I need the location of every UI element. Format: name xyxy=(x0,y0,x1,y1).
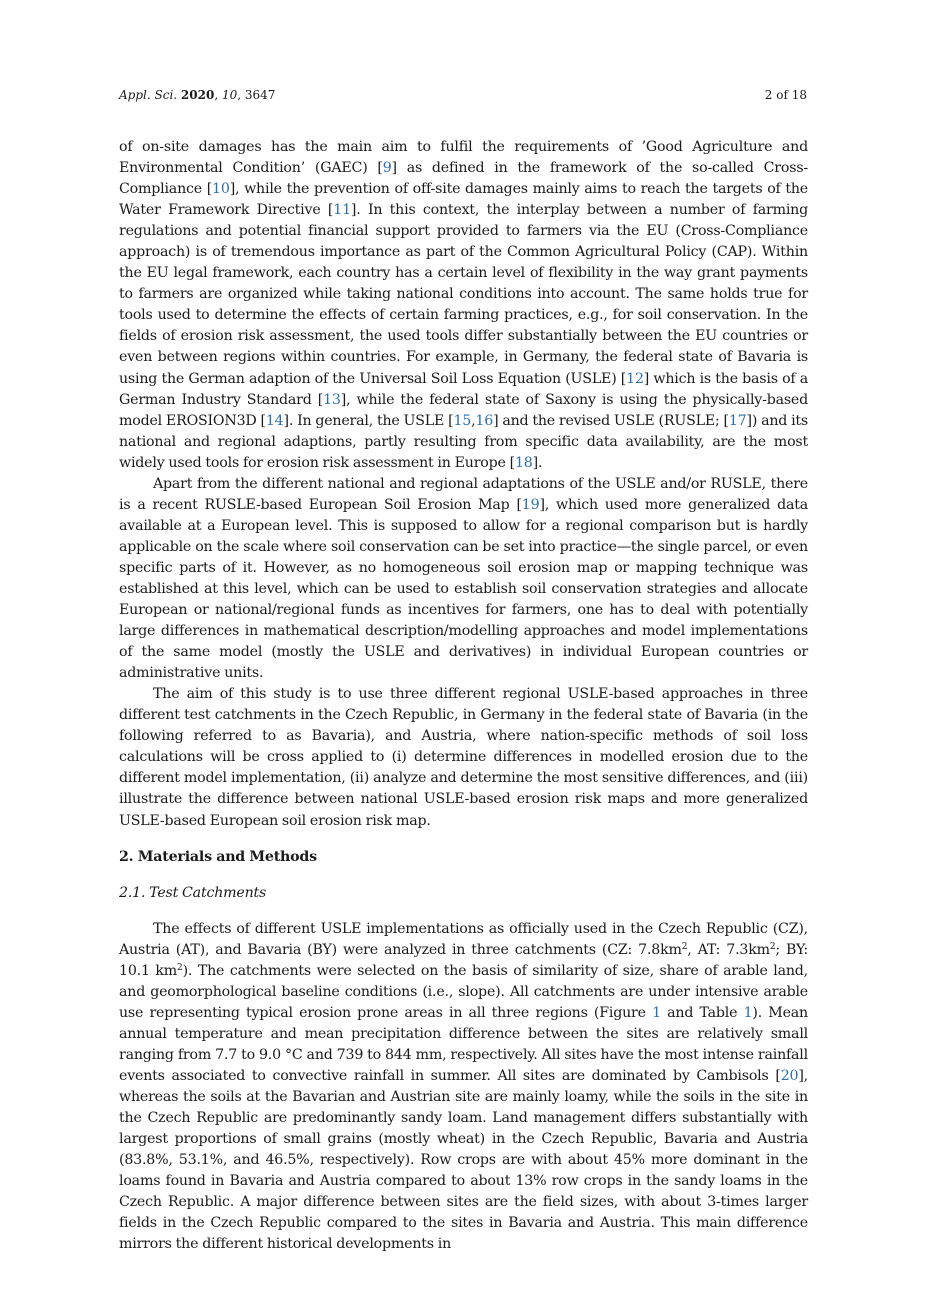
text-run: ]. xyxy=(532,454,543,471)
text-run: ], while the prevention of off-site damages mainly aims to reach the targets of the Water Framework Directive [ xyxy=(119,181,808,219)
article-body xyxy=(119,137,808,1255)
text-run: and Table xyxy=(660,1004,744,1021)
superscript: 2 xyxy=(177,962,183,973)
page-number: 2 of 18 xyxy=(764,88,807,102)
text-run: ). Mean annual temperature and mean precipitation difference between the sites are relatively small ranging from 7.7 to 9.0 °C and 739 to 844 mm, respectively. All sites have the most intense rainfall events associated to convective rainfall in summer. All sites are dominated by Cambisols [ xyxy=(119,1004,808,1084)
text-run: ] as defined in the framework of the so-called Cross-Compliance [ xyxy=(119,160,808,198)
text-run: ]. In general, the USLE [ xyxy=(283,412,454,429)
superscript: 2 xyxy=(769,941,776,952)
citation-link[interactable]: 9 xyxy=(382,160,392,177)
citation-link[interactable]: 12 xyxy=(626,370,644,387)
text-run: Apart from the different national and regional adaptations of the USLE and/or RUSLE, there is a recent RUSLE-based European Soil Erosion Map [ xyxy=(119,475,808,513)
figure-link[interactable]: 1 xyxy=(652,1004,661,1021)
text-run: ], which used more generalized data available at a European level. This is supposed to allow for a regional comparison but is hardly applicable on the scale where soil conservation can be set into practice—the single parcel, or even specific parts of it. However, as no homogeneous soil erosion map or mapping technique was established at this level, which can be used to establish soil conservation strategies and allocate European or national/regional funds as incentives for farmers, one has to deal with potentially large differences in mathematical description/modelling approaches and model implementations of the same model (mostly the USLE and derivatives) in individual European countries or administrative units. xyxy=(119,496,808,682)
journal-year: 2020 xyxy=(180,88,215,102)
citation-link[interactable]: 20 xyxy=(780,1067,799,1084)
paragraph-1 xyxy=(119,137,808,474)
subsection-heading: 2.1. Test Catchments xyxy=(119,884,267,901)
section-heading: 2. Materials and Methods xyxy=(119,848,317,865)
paragraph-4 xyxy=(119,919,808,1256)
text-run: , xyxy=(471,412,476,429)
text-run: , AT: 7.3km xyxy=(687,941,770,958)
running-header xyxy=(119,86,807,104)
citation-link[interactable]: 16 xyxy=(475,412,494,429)
text-run: ] and the revised USLE (RUSLE; [ xyxy=(493,412,729,429)
citation-link[interactable]: 14 xyxy=(265,412,284,429)
text-run: ] which is the basis of a German Industry Standard [ xyxy=(119,370,808,408)
paragraph-3: The aim of this study is to use three different regional USLE-based approaches in three different test catchments in the Czech Republic, in Germany in the federal state of Bavaria (in the following referred to as Bavaria), and Austria, where nation-specific methods of soil loss calculations will be cross applied to (i) determine differences in modelled erosion due to the different model implementation, (ii) analyze and determine the most sensitive differences, and (iii) illustrate the difference between national USLE-based erosion risk maps and more generalized USLE-based European soil erosion risk map. xyxy=(119,686,808,829)
journal-volume: 10 xyxy=(221,88,238,102)
text-run: of on-site damages has the main aim to fulfil the requirements of ’Good Agriculture and Environmental Condition’ (GAEC) [ xyxy=(119,139,808,177)
text-run: ]. In this context, the interplay between a number of farming regulations and potential financial support provided to farmers via the EU (Cross-Compliance approach) is of tremendous importance as part of the Common Agricultural Policy (CAP). Within the EU legal framework, each country has a certain level of flexibility in the way grant payments to farmers are organized while taking national conditions into account. The same holds true for tools used to determine the effects of certain farming practices, e.g., for soil conservation. In the fields of erosion risk assessment, the used tools differ substantially between the EU countries or even between regions within countries. For example, in Germany, the federal state of Bavaria is using the German adaption of the Universal Soil Loss Equation (USLE) [ xyxy=(119,202,808,387)
text-run: ], while the federal state of Saxony is using the physically-based model EROSION3D [ xyxy=(119,391,808,429)
journal-name: Appl. Sci. xyxy=(119,88,178,102)
paragraph-2 xyxy=(119,474,808,684)
table-link[interactable]: 1 xyxy=(743,1004,753,1021)
citation-link[interactable]: 18 xyxy=(514,454,533,471)
citation-link[interactable]: 15 xyxy=(453,412,472,429)
citation-link[interactable]: 13 xyxy=(323,391,341,408)
text-run: The effects of different USLE implementations as officially used in the Czech Republic (CZ), Austria (AT), and Bavaria (BY) were analyzed in three catchments (CZ: 7.8km xyxy=(119,920,808,958)
citation-link[interactable]: 17 xyxy=(728,412,747,429)
text-run: ], whereas the soils at the Bavarian and Austrian site are mainly loamy, while the soils in the site in the Czech Republic are predominantly sandy loam. Land management differs substantially with largest proportions of small grains (mostly wheat) in the Czech Republic, Bavaria and Austria (83.8%, 53.1%, and 46.5%, respectively). Row crops are with about 45% more dominant in the loams found in Bavaria and Austria compared to about 13% row crops in the sandy loams in the Czech Republic. A major difference between sites are the field sizes, with about 3-times larger fields in the Czech Republic compared to the sites in Bavaria and Austria. This main difference mirrors the different historical developments in xyxy=(119,1067,808,1253)
journal-citation: Appl. Sci. 2020, 10, 3647 xyxy=(119,88,276,102)
superscript: 2 xyxy=(681,941,688,952)
article-number: 3647 xyxy=(244,88,276,102)
text-run: ). The catchments were selected on the basis of similarity of size, share of arable land, and geomorphological baseline conditions (i.e., slope). All catchments are under intensive arable use representing typical erosion prone areas in all three regions (Figure xyxy=(119,962,808,1021)
text-run: ]) and its national and regional adaptions, partly resulting from specific data availability, are the most widely used tools for erosion risk assessment in Europe [ xyxy=(119,412,809,471)
citation-link[interactable]: 19 xyxy=(521,496,540,513)
text-run: ; BY: 10.1 km xyxy=(119,941,808,979)
citation-link[interactable]: 11 xyxy=(333,202,351,219)
citation-link[interactable]: 10 xyxy=(212,181,230,198)
